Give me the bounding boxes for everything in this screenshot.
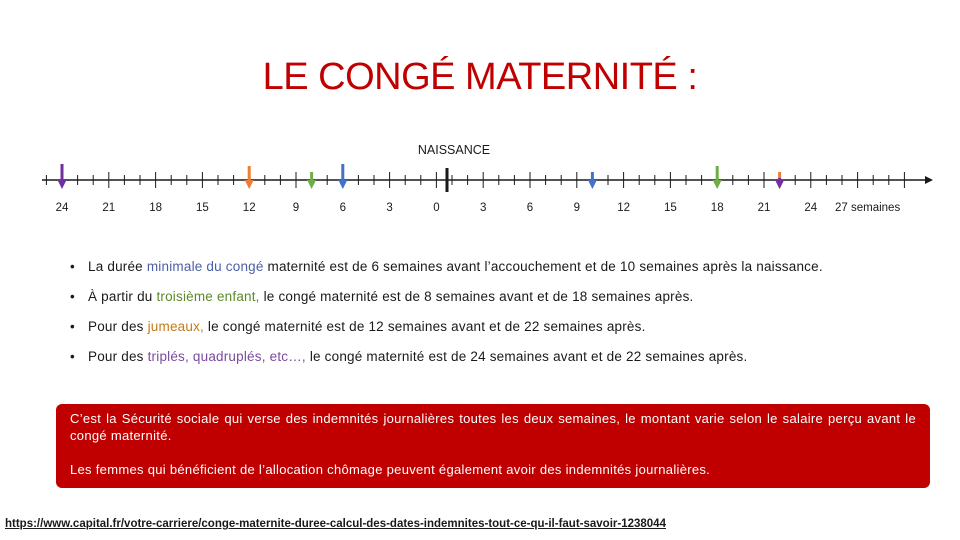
tick-label: 21 <box>102 202 116 214</box>
birth-label: NAISSANCE <box>417 143 491 157</box>
tick-label: 24 <box>55 202 69 214</box>
tick-label: 15 <box>664 202 677 214</box>
axis-arrowhead <box>925 176 933 184</box>
marker-twins-before <box>245 166 254 189</box>
notice-paragraph-2: Les femmes qui bénéficient de l’allocation chômage peuvent également avoir des indemnités journalières. <box>70 462 711 477</box>
rule-triplets: • Pour des triplés, quadruplés, etc…, le congé maternité est de 24 semaines avant et de 22 semaines après. <box>70 346 930 376</box>
tick-label: 27 semaines <box>834 202 901 214</box>
rules-list <box>70 256 930 376</box>
highlight-twins: jumeaux, <box>147 319 204 334</box>
tick-label: 9 <box>292 202 300 214</box>
tick-label: 12 <box>617 202 630 214</box>
timeline-tick-labels <box>56 202 901 214</box>
highlight-third-child: troisième enfant, <box>156 289 260 304</box>
tick-label: 3 <box>479 202 487 214</box>
tick-label: 12 <box>242 202 256 214</box>
indemnity-notice <box>56 404 930 488</box>
tick-label: 15 <box>196 202 209 214</box>
tick-label: 3 <box>386 202 393 214</box>
rule-third-child: • À partir du troisième enfant, le congé maternité est de 8 semaines avant et de 18 semaines après. <box>70 286 930 316</box>
highlight-minimum: minimale du congé <box>146 259 264 274</box>
marker-third-child-after <box>713 166 722 189</box>
highlight-triplets: triplés, quadruplés, etc…, <box>147 349 306 364</box>
marker-minimum-before <box>338 164 347 189</box>
tick-label: 6 <box>339 202 347 214</box>
notice-paragraph-1: C’est la Sécurité sociale qui verse des indemnités journalières toutes les deux semaines, le montant varie selon le salaire perçu avant le congé maternité. <box>70 411 916 443</box>
tick-label: 21 <box>757 202 771 214</box>
marker-third-child-before <box>307 172 316 189</box>
tick-label: 18 <box>149 202 162 214</box>
timeline-diagram <box>0 0 960 230</box>
rule-twins: • Pour des jumeaux, le congé maternité est de 12 semaines avant et de 22 semaines après. <box>70 316 930 346</box>
tick-label: 0 <box>433 202 440 214</box>
tick-label: 18 <box>710 202 724 214</box>
source-link[interactable]: https://www.capital.fr/votre-carriere/conge-maternite-duree-calcul-des-dates-indemnites-tout-ce-qu-il-faut-savoir-1238044 <box>5 518 666 530</box>
page-title: LE CONGÉ MATERNITÉ : <box>262 56 698 98</box>
tick-label: 9 <box>573 202 581 214</box>
rule-minimum: • La durée minimale du congé maternité est de 6 semaines avant l’accouchement et de 10 semaines après la naissance. <box>70 256 930 286</box>
tick-label: 6 <box>526 202 534 214</box>
tick-label: 24 <box>804 202 818 214</box>
marker-minimum-after <box>588 172 597 189</box>
marker-triplets-before <box>58 164 67 189</box>
